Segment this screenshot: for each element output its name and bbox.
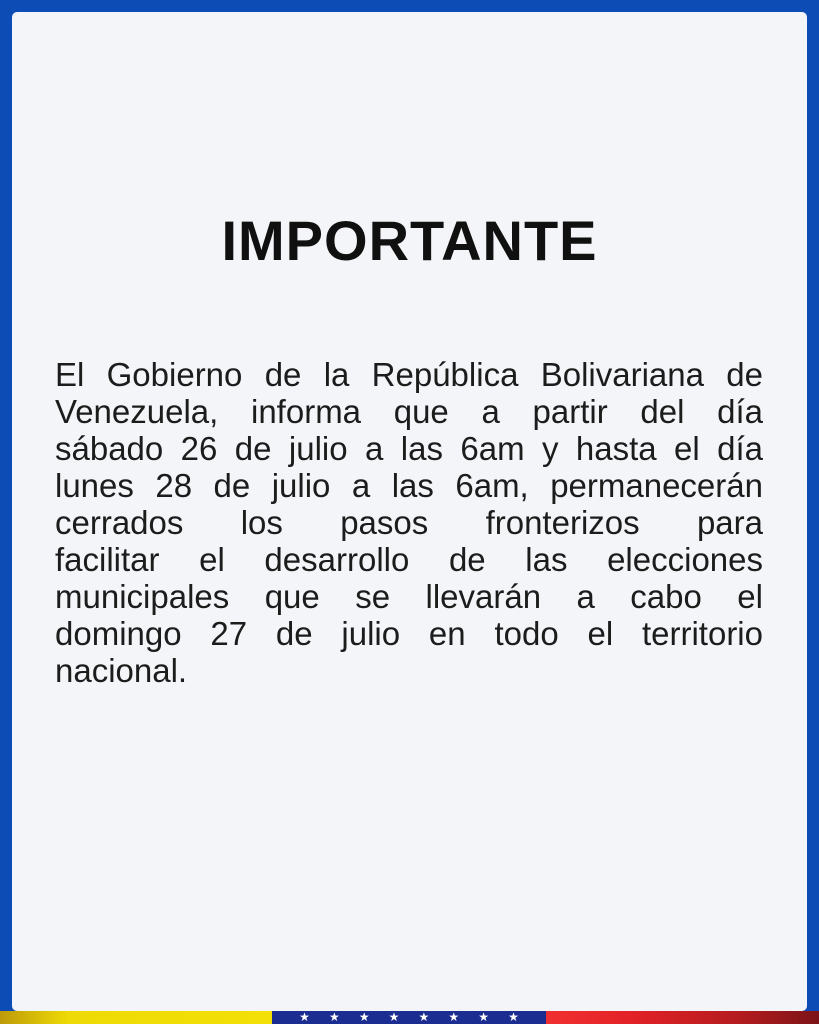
flag-blue-band xyxy=(272,1011,546,1024)
star-icon: ★ xyxy=(328,1010,340,1024)
star-icon: ★ xyxy=(299,1010,310,1024)
paragraph-line: domingo 27 de julio en todo el territorio xyxy=(55,615,763,652)
paragraph-line: nacional. xyxy=(55,652,188,689)
paragraph-line: municipales que se llevarán a cabo el xyxy=(55,578,763,615)
venezuela-flag-strip xyxy=(0,1011,819,1024)
star-icon: ★ xyxy=(418,1010,430,1024)
paragraph-line: lunes 28 de julio a las 6am, permanecerán xyxy=(55,467,763,504)
announcement-text xyxy=(55,356,763,689)
paragraph-line: sábado 26 de julio a las 6am y hasta el día xyxy=(55,430,763,467)
star-icon: ★ xyxy=(358,1010,370,1024)
star-icon: ★ xyxy=(478,1010,490,1024)
paragraph-line: facilitar el desarrollo de las elecciones xyxy=(55,541,763,578)
poster-sheet xyxy=(12,12,807,1011)
star-icon: ★ xyxy=(448,1010,460,1024)
star-icon: ★ xyxy=(388,1010,400,1024)
paragraph-line: cerrados los pasos fronterizos para xyxy=(55,504,763,541)
paragraph-line: Venezuela, informa que a partir del día xyxy=(55,393,763,430)
star-icon: ★ xyxy=(508,1010,519,1024)
paragraph-line: El Gobierno de la República Bolivariana de xyxy=(55,356,763,393)
flag-yellow-band xyxy=(0,1011,272,1024)
flag-red-band xyxy=(546,1011,819,1024)
poster-title: IMPORTANTE xyxy=(221,209,598,272)
